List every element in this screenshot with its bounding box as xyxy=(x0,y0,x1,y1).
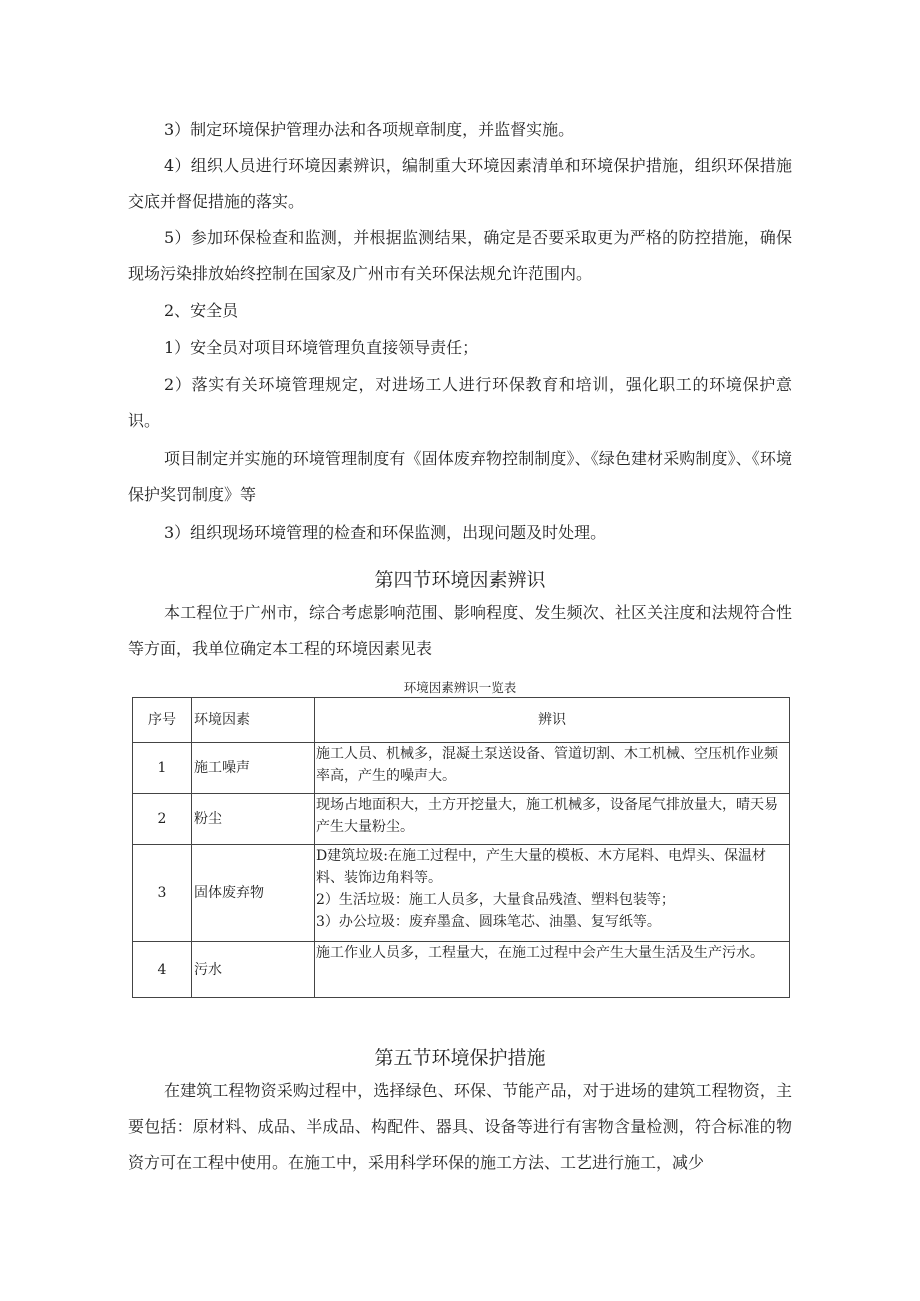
section-5-body: 在建筑工程物资采购过程中，选择绿色、环保、节能产品，对于进场的建筑工程物资，主要包括：原材料、成品、半成品、构配件、器具、设备等进行有害物含量检测，符合标准的物资方可在工程中使用。在施工中，采用科学环保的施工方法、工艺进行施工，减少 xyxy=(128,1081,792,1172)
row-identification xyxy=(315,794,790,845)
row-identification xyxy=(315,845,790,942)
row-no: 2 xyxy=(133,794,192,845)
identification-line: D建筑垃圾:在施工过程中，产生大量的模板、木方尾料、电焊头、保温材料、装饰边角料等。 xyxy=(316,848,766,886)
paragraph-duty-5: 5）参加环保检查和监测，并根据监测结果，确定是否要采取更为严格的防控措施，确保现场污染排放始终控制在国家及广州市有关环保法规允许范围内。 xyxy=(128,228,792,283)
header-identification: 辨识 xyxy=(315,698,790,743)
row-no: 1 xyxy=(133,743,192,794)
table-row xyxy=(133,942,790,998)
identification-line: 施工人员、机械多，混凝土泵送设备、管道切割、木工机械、空压机作业频率高，产生的噪声大。 xyxy=(316,746,778,784)
table-row xyxy=(133,743,790,794)
paragraph-safety-duty-1: 1）安全员对项目环境管理负直接领导责任； xyxy=(164,338,479,357)
identification-line: 3）办公垃圾：废弃墨盒、圆珠笔芯、油墨、复写纸等。 xyxy=(316,914,661,930)
table-row xyxy=(133,845,790,942)
row-factor: 施工噪声 xyxy=(192,743,315,794)
paragraph-management-systems: 项目制定并实施的环境管理制度有《固体废弃物控制制度》、《绿色建材采购制度》、《环境保护奖罚制度》等 xyxy=(128,449,792,504)
table-caption: 环境因素辨识一览表 xyxy=(403,680,517,695)
paragraph-duty-4: 4）组织人员进行环境因素辨识，编制重大环境因素清单和环境保护措施，组织环保措施交底并督促措施的落实。 xyxy=(128,156,792,211)
row-no: 4 xyxy=(133,942,192,998)
identification-line: 施工作业人员多，工程量大，在施工过程中会产生大量生活及生产污水。 xyxy=(316,945,764,961)
row-no: 3 xyxy=(133,845,192,942)
paragraph-safety-officer-heading: 2、安全员 xyxy=(164,301,239,320)
row-identification xyxy=(315,942,790,998)
environment-factor-table xyxy=(132,697,790,998)
row-factor: 固体废弃物 xyxy=(192,845,315,942)
row-identification xyxy=(315,743,790,794)
section-4-intro: 本工程位于广州市，综合考虑影响范围、影响程度、发生频次、社区关注度和法规符合性等方面，我单位确定本工程的环境因素见表 xyxy=(128,603,792,658)
header-no: 序号 xyxy=(133,698,192,743)
section-5-title: 第五节环境保护措施 xyxy=(374,1047,546,1069)
header-factor: 环境因素 xyxy=(192,698,315,743)
row-factor: 污水 xyxy=(192,942,315,998)
paragraph-safety-duty-3: 3）组织现场环境管理的检查和环保监测，出现问题及时处理。 xyxy=(164,523,607,542)
table-row xyxy=(133,794,790,845)
paragraph-duty-3: 3）制定环境保护管理办法和各项规章制度，并监督实施。 xyxy=(164,120,575,139)
row-factor: 粉尘 xyxy=(192,794,315,845)
identification-line: 2）生活垃圾：施工人员多，大量食品残渣、塑料包装等； xyxy=(316,892,675,908)
table-header-row xyxy=(133,698,790,743)
paragraph-safety-duty-2: 2）落实有关环境管理规定，对进场工人进行环保教育和培训，强化职工的环境保护意识。 xyxy=(128,375,792,430)
identification-line: 现场占地面积大，土方开挖量大，施工机械多，设备尾气排放量大，晴天易产生大量粉尘。 xyxy=(316,797,778,835)
section-4-title: 第四节环境因素辨识 xyxy=(374,569,546,591)
